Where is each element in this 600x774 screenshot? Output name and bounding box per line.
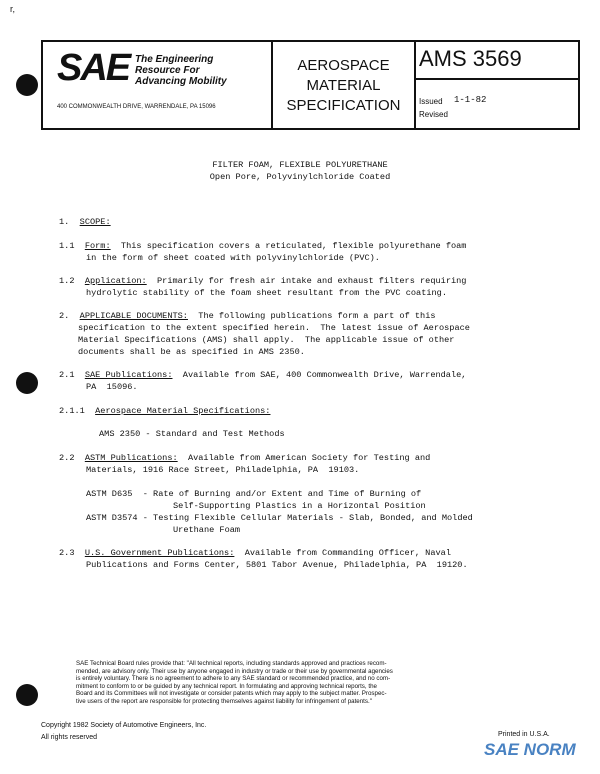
title-line-2: Open Pore, Polyvinylchloride Coated [209, 172, 391, 182]
issued-date: 1-1-82 [454, 95, 487, 105]
corner-mark: r, [10, 4, 16, 14]
doc-number: AMS 3569 [419, 46, 522, 71]
astm-item [86, 488, 421, 500]
astm-code: ASTM D635 [86, 489, 138, 499]
title-line-1: FILTER FOAM, FLEXIBLE POLYURETHANE [212, 160, 388, 170]
section-text: PA 15096. [86, 382, 138, 392]
title [0, 159, 600, 183]
section-text: Available from SAE, 400 Commonwealth Drive, Warrendale, [172, 370, 467, 380]
astm-text: Urethane Foam [173, 525, 241, 535]
section-1 [59, 216, 111, 228]
section-number: 2.1 [59, 370, 75, 380]
section-text: Materials, 1916 Race Street, Philadelphia, PA 19103. [86, 465, 360, 475]
section-number: 2.3 [59, 548, 75, 558]
tagline-line: Advancing Mobility [135, 76, 227, 87]
issued-label: Issued [419, 97, 443, 106]
section-text: Primarily for fresh air intake and exhaust filters requiring [146, 276, 467, 286]
notice-line: mended, are advisory only. Their use by anyone engaged in industry or trade or their use by governmental agencies [76, 667, 393, 675]
printed-in: Printed in U.S.A. [498, 731, 550, 738]
section-number: 1. [59, 217, 70, 227]
section-text: The following publications form a part of this [187, 311, 436, 321]
section-2-1 [59, 369, 466, 381]
revised-label: Revised [419, 110, 448, 119]
astm-text: - Rate of Burning and/or Extent and Time of Burning of [137, 489, 422, 499]
notice-line: is entirely voluntary. There is no agreement to adhere to any SAE standard or recommended practice, and no com- [76, 675, 391, 683]
section-2-2 [59, 452, 430, 464]
spec-type-line: MATERIAL [306, 77, 381, 94]
spec-type [273, 42, 416, 128]
section-text: hydrolytic stability of the foam sheet resultant from the PVC coating. [86, 288, 447, 298]
tagline [135, 54, 227, 87]
section-1-2 [59, 275, 466, 287]
divider [416, 78, 578, 80]
astm-text: Self-Supporting Plastics in a Horizontal Position [173, 501, 426, 511]
rights: All rights reserved [41, 734, 98, 741]
section-heading: U.S. Government Publications: [84, 548, 235, 558]
legal-notice [76, 660, 546, 706]
section-2 [59, 310, 436, 322]
sae-logo: SAE [57, 47, 130, 89]
spec-type-line: AEROSPACE [297, 57, 390, 74]
section-heading: Form: [84, 241, 111, 251]
punch-hole [16, 684, 38, 706]
astm-code: ASTM D3574 [86, 513, 138, 523]
section-heading: Application: [84, 276, 147, 286]
section-text: Available from American Society for Testing and [177, 453, 431, 463]
punch-hole [16, 372, 38, 394]
section-number: 1.1 [59, 241, 75, 251]
header-box [41, 40, 580, 130]
address: 400 COMMONWEALTH DRIVE, WARRENDALE, PA 15096 [57, 104, 216, 110]
section-heading: SCOPE: [79, 217, 111, 227]
doc-number-cell [416, 42, 578, 128]
astm-item [86, 512, 473, 524]
section-text: Material Specifications (AMS) shall apply. The applicable issue of other [78, 335, 455, 345]
section-text: in the form of sheet coated with polyvinylchloride (PVC). [86, 253, 380, 263]
header-logo-cell [43, 42, 273, 128]
notice-line: SAE Technical Board rules provide that: "All technical reports, including standards approved and practices recom- [76, 660, 387, 667]
spec-type-line: SPECIFICATION [286, 97, 401, 114]
section-text: Publications and Forms Center, 5801 Tabor Avenue, Philadelphia, PA 19120. [86, 560, 468, 570]
section-number: 1.2 [59, 276, 75, 286]
punch-hole [16, 74, 38, 96]
copyright: Copyright 1982 Society of Automotive Engineers, Inc. [41, 722, 207, 729]
section-text: specification to the extent specified herein. The latest issue of Aerospace [78, 323, 470, 333]
section-heading: ASTM Publications: [84, 453, 178, 463]
tagline-line: Resource For [135, 65, 200, 76]
section-2-1-1 [59, 405, 270, 417]
section-number: 2.1.1 [59, 406, 85, 416]
section-2-3 [59, 547, 451, 559]
section-text: This specification covers a reticulated, flexible polyurethane foam [110, 241, 467, 251]
section-heading: Aerospace Material Specifications: [95, 406, 271, 416]
astm-text: - Testing Flexible Cellular Materials - Slab, Bonded, and Molded [137, 513, 473, 523]
notice-line: Board and its Committees will not investigate or consider patents which may apply to the subject matter. Prospec- [76, 690, 387, 698]
list-item: AMS 2350 - Standard and Test Methods [99, 429, 285, 439]
section-text: Available from Commanding Officer, Naval [234, 548, 451, 558]
section-text: documents shall be as specified in AMS 2350. [78, 347, 305, 357]
notice-line: mitment to conform to or be guided by any technical report. In formulating and approving technical reports, the [76, 682, 377, 690]
section-1-1 [59, 240, 466, 252]
watermark: SAE NORM [484, 740, 576, 759]
section-number: 2. [59, 311, 70, 321]
section-heading: SAE Publications: [84, 370, 173, 380]
notice-line: tive users of the report are responsible for protecting themselves against liability for infringement of patents." [76, 697, 372, 705]
section-heading: APPLICABLE DOCUMENTS: [79, 311, 188, 321]
section-number: 2.2 [59, 453, 75, 463]
tagline-line: The Engineering [135, 54, 214, 65]
